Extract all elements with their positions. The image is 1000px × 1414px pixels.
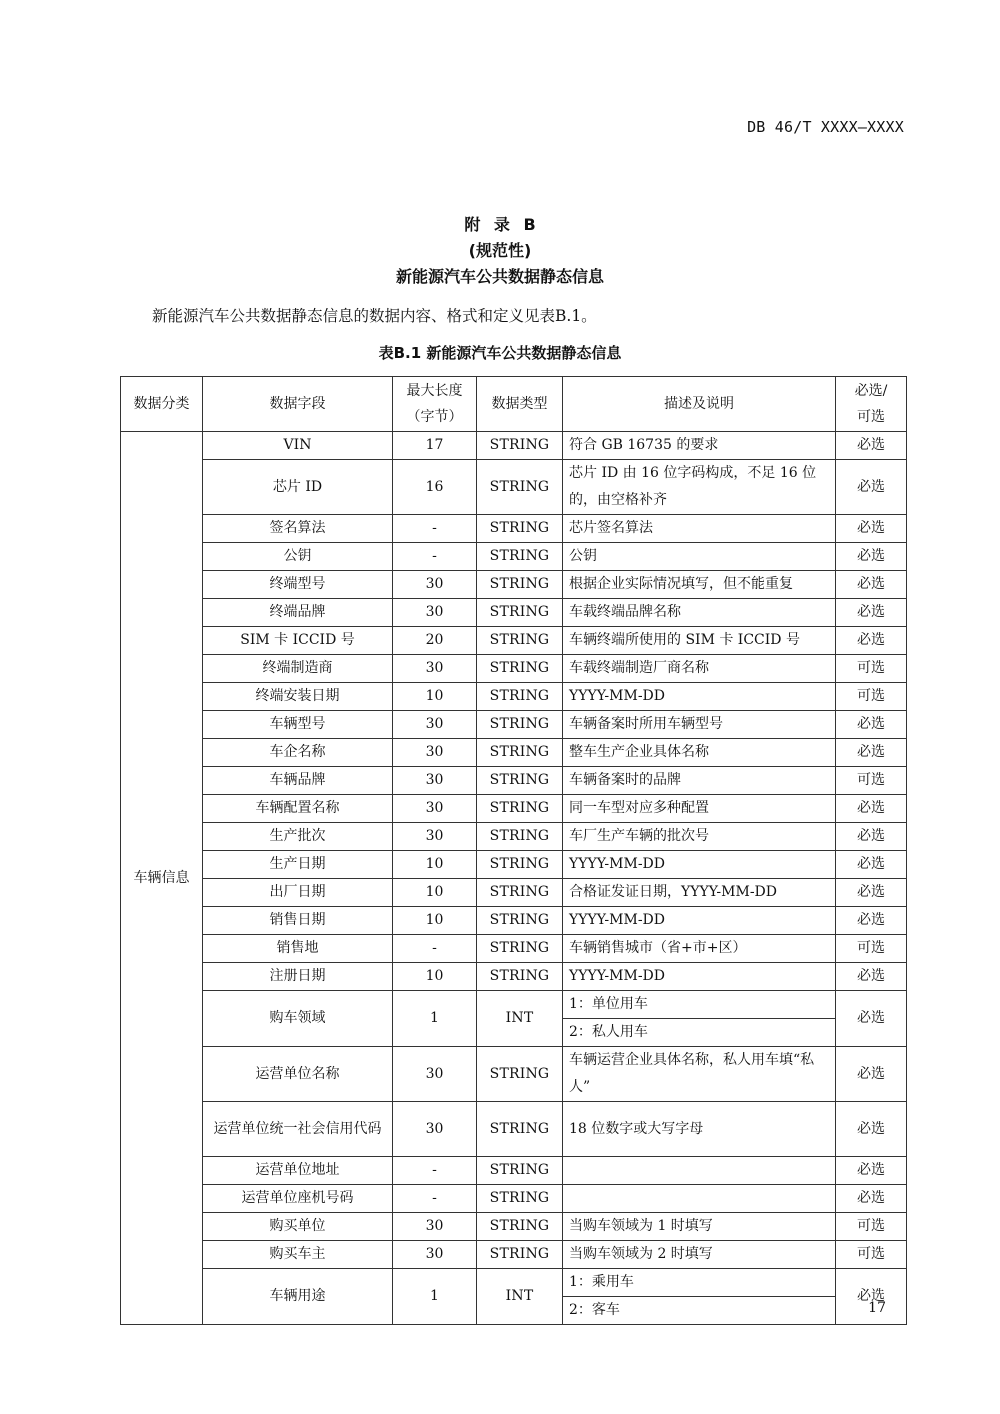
- type-cell: STRING: [477, 879, 563, 907]
- field-cell: 签名算法: [203, 515, 393, 543]
- field-cell: 公钥: [203, 543, 393, 571]
- field-cell: 车辆型号: [203, 711, 393, 739]
- table-caption: 表B.1 新能源汽车公共数据静态信息: [378, 344, 622, 362]
- type-cell: STRING: [477, 907, 563, 935]
- type-cell: STRING: [477, 963, 563, 991]
- type-cell: STRING: [477, 627, 563, 655]
- table-row: [121, 543, 907, 571]
- table-row: [121, 655, 907, 683]
- req-cell: 必选: [836, 711, 907, 739]
- col-header-maxlen: [393, 377, 477, 432]
- desc-cell: [563, 1185, 836, 1213]
- table-row: [121, 1157, 907, 1185]
- col-header-type: 数据类型: [477, 377, 563, 432]
- desc-cell: 公钥: [563, 543, 836, 571]
- appendix-nature: (规范性): [468, 241, 532, 260]
- field-cell: 销售日期: [203, 907, 393, 935]
- desc-cell: 1：乘用车: [563, 1269, 836, 1297]
- req-cell: 必选: [836, 1047, 907, 1102]
- desc-cell: YYYY-MM-DD: [563, 963, 836, 991]
- table-row: [121, 823, 907, 851]
- maxlen-cell: -: [393, 935, 477, 963]
- maxlen-cell: 30: [393, 599, 477, 627]
- table-row: [121, 1269, 907, 1297]
- req-cell: 必选: [836, 739, 907, 767]
- field-cell: 购买单位: [203, 1213, 393, 1241]
- desc-cell: 18 位数字或大写字母: [563, 1102, 836, 1157]
- table-row: [121, 739, 907, 767]
- type-cell: STRING: [477, 935, 563, 963]
- desc-cell: [563, 1157, 836, 1185]
- field-cell: 购车领域: [203, 991, 393, 1047]
- maxlen-cell: 10: [393, 851, 477, 879]
- field-cell: 终端型号: [203, 571, 393, 599]
- type-cell: STRING: [477, 739, 563, 767]
- static-info-table: [120, 376, 907, 1325]
- maxlen-cell: 1: [393, 991, 477, 1047]
- field-cell: 运营单位统一社会信用代码: [203, 1102, 393, 1157]
- req-cell: 可选: [836, 1213, 907, 1241]
- type-cell: STRING: [477, 767, 563, 795]
- table-row: [121, 767, 907, 795]
- maxlen-cell: 10: [393, 879, 477, 907]
- field-cell: 车企名称: [203, 739, 393, 767]
- field-cell: 车辆品牌: [203, 767, 393, 795]
- req-cell: 必选: [836, 879, 907, 907]
- field-cell: 购买车主: [203, 1241, 393, 1269]
- desc-cell: 根据企业实际情况填写，但不能重复: [563, 571, 836, 599]
- req-cell: 必选: [836, 907, 907, 935]
- table-row: [121, 515, 907, 543]
- table-row: [121, 851, 907, 879]
- table-row: [121, 935, 907, 963]
- type-cell: STRING: [477, 543, 563, 571]
- maxlen-cell: 30: [393, 655, 477, 683]
- maxlen-cell: 17: [393, 432, 477, 460]
- req-cell: 可选: [836, 767, 907, 795]
- table-row: [121, 571, 907, 599]
- desc-cell: YYYY-MM-DD: [563, 907, 836, 935]
- col-header-category: 数据分类: [121, 377, 203, 432]
- table-row: [121, 599, 907, 627]
- desc-cell: 车辆备案时的品牌: [563, 767, 836, 795]
- req-cell: 必选: [836, 795, 907, 823]
- type-cell: STRING: [477, 683, 563, 711]
- field-cell: 车辆配置名称: [203, 795, 393, 823]
- col-header-req-line1: 必选/: [854, 383, 888, 399]
- type-cell: STRING: [477, 851, 563, 879]
- type-cell: STRING: [477, 1157, 563, 1185]
- req-cell: 必选: [836, 543, 907, 571]
- appendix-title: 附 录 B: [464, 215, 536, 234]
- maxlen-cell: 30: [393, 1047, 477, 1102]
- field-cell: 终端品牌: [203, 599, 393, 627]
- type-cell: STRING: [477, 655, 563, 683]
- maxlen-cell: 30: [393, 767, 477, 795]
- desc-cell: YYYY-MM-DD: [563, 851, 836, 879]
- maxlen-cell: 30: [393, 823, 477, 851]
- field-cell: 车辆用途: [203, 1269, 393, 1325]
- type-cell: STRING: [477, 432, 563, 460]
- table-row: [121, 795, 907, 823]
- maxlen-cell: 1: [393, 1269, 477, 1325]
- maxlen-cell: 30: [393, 1241, 477, 1269]
- type-cell: STRING: [477, 711, 563, 739]
- req-cell: 可选: [836, 655, 907, 683]
- desc-cell: 2：客车: [563, 1297, 836, 1325]
- req-cell: 必选: [836, 991, 907, 1047]
- req-cell: 必选: [836, 515, 907, 543]
- desc-cell: 车载终端品牌名称: [563, 599, 836, 627]
- category-cell: 车辆信息: [121, 432, 203, 1325]
- req-cell: 必选: [836, 627, 907, 655]
- desc-cell: 符合 GB 16735 的要求: [563, 432, 836, 460]
- field-cell: SIM 卡 ICCID 号: [203, 627, 393, 655]
- desc-cell: YYYY-MM-DD: [563, 683, 836, 711]
- maxlen-cell: -: [393, 543, 477, 571]
- desc-cell: 1：单位用车: [563, 991, 836, 1019]
- maxlen-cell: -: [393, 1157, 477, 1185]
- type-cell: STRING: [477, 1102, 563, 1157]
- req-cell: 必选: [836, 1185, 907, 1213]
- req-cell: 必选: [836, 1157, 907, 1185]
- field-cell: 终端安装日期: [203, 683, 393, 711]
- field-cell: 注册日期: [203, 963, 393, 991]
- col-header-req: [836, 377, 907, 432]
- maxlen-cell: 30: [393, 711, 477, 739]
- field-cell: 芯片 ID: [203, 460, 393, 515]
- type-cell: STRING: [477, 460, 563, 515]
- desc-cell: 车辆运营企业具体名称，私人用车填“私人”: [563, 1047, 836, 1102]
- field-cell: 生产批次: [203, 823, 393, 851]
- document-number: DB 46/T XXXX—XXXX: [747, 118, 904, 136]
- req-cell: 必选: [836, 823, 907, 851]
- field-cell: 销售地: [203, 935, 393, 963]
- table-row: [121, 627, 907, 655]
- field-cell: 运营单位地址: [203, 1157, 393, 1185]
- col-header-field: 数据字段: [203, 377, 393, 432]
- table-row: [121, 460, 907, 515]
- maxlen-cell: 10: [393, 683, 477, 711]
- req-cell: 可选: [836, 1241, 907, 1269]
- req-cell: 必选: [836, 460, 907, 515]
- desc-cell: 合格证发证日期，YYYY-MM-DD: [563, 879, 836, 907]
- desc-cell: 2：私人用车: [563, 1019, 836, 1047]
- table-row: [121, 879, 907, 907]
- col-header-req-line2: 可选: [857, 409, 885, 425]
- type-cell: STRING: [477, 571, 563, 599]
- table-row: [121, 683, 907, 711]
- desc-cell: 当购车领域为 2 时填写: [563, 1241, 836, 1269]
- maxlen-cell: -: [393, 1185, 477, 1213]
- type-cell: INT: [477, 991, 563, 1047]
- type-cell: STRING: [477, 1047, 563, 1102]
- field-cell: 终端制造商: [203, 655, 393, 683]
- maxlen-cell: 10: [393, 963, 477, 991]
- maxlen-cell: 10: [393, 907, 477, 935]
- type-cell: STRING: [477, 1241, 563, 1269]
- col-header-maxlen-line1: 最大长度: [406, 383, 463, 399]
- table-body: [121, 432, 907, 1325]
- maxlen-cell: 30: [393, 795, 477, 823]
- desc-cell: 车厂生产车辆的批次号: [563, 823, 836, 851]
- desc-cell: 同一车型对应多种配置: [563, 795, 836, 823]
- table-row: [121, 432, 907, 460]
- table-row: [121, 1241, 907, 1269]
- maxlen-cell: 30: [393, 1213, 477, 1241]
- table-row: [121, 711, 907, 739]
- field-cell: VIN: [203, 432, 393, 460]
- table-row: [121, 1213, 907, 1241]
- req-cell: 可选: [836, 683, 907, 711]
- table-row: [121, 1047, 907, 1102]
- type-cell: STRING: [477, 599, 563, 627]
- type-cell: STRING: [477, 1213, 563, 1241]
- page-number: 17: [868, 1300, 886, 1316]
- table-header-row: [121, 377, 907, 432]
- desc-cell: 芯片签名算法: [563, 515, 836, 543]
- table-row: [121, 1185, 907, 1213]
- intro-paragraph: 新能源汽车公共数据静态信息的数据内容、格式和定义见表B.1。: [152, 307, 597, 325]
- field-cell: 出厂日期: [203, 879, 393, 907]
- maxlen-cell: 30: [393, 1102, 477, 1157]
- type-cell: STRING: [477, 795, 563, 823]
- maxlen-cell: 20: [393, 627, 477, 655]
- col-header-maxlen-line2: （字节）: [406, 409, 463, 425]
- table-row: [121, 907, 907, 935]
- desc-cell: 整车生产企业具体名称: [563, 739, 836, 767]
- table-row: [121, 963, 907, 991]
- desc-cell: 车辆备案时所用车辆型号: [563, 711, 836, 739]
- type-cell: STRING: [477, 515, 563, 543]
- desc-cell: 车辆终端所使用的 SIM 卡 ICCID 号: [563, 627, 836, 655]
- req-cell: 必选: [836, 571, 907, 599]
- req-cell: 可选: [836, 935, 907, 963]
- req-cell: 必选: [836, 432, 907, 460]
- maxlen-cell: -: [393, 515, 477, 543]
- desc-cell: 车辆销售城市（省+市+区）: [563, 935, 836, 963]
- col-header-desc: 描述及说明: [563, 377, 836, 432]
- maxlen-cell: 16: [393, 460, 477, 515]
- req-cell: 必选: [836, 851, 907, 879]
- req-cell: 必选: [836, 963, 907, 991]
- field-cell: 生产日期: [203, 851, 393, 879]
- table-row: [121, 991, 907, 1019]
- desc-cell: 芯片 ID 由 16 位字码构成，不足 16 位的，由空格补齐: [563, 460, 836, 515]
- appendix-name: 新能源汽车公共数据静态信息: [395, 267, 604, 286]
- maxlen-cell: 30: [393, 571, 477, 599]
- type-cell: STRING: [477, 823, 563, 851]
- req-cell: 必选: [836, 1269, 907, 1325]
- desc-cell: 当购车领域为 1 时填写: [563, 1213, 836, 1241]
- table-row: [121, 1102, 907, 1157]
- type-cell: STRING: [477, 1185, 563, 1213]
- req-cell: 必选: [836, 599, 907, 627]
- field-cell: 运营单位名称: [203, 1047, 393, 1102]
- type-cell: INT: [477, 1269, 563, 1325]
- field-cell: 运营单位座机号码: [203, 1185, 393, 1213]
- desc-cell: 车载终端制造厂商名称: [563, 655, 836, 683]
- req-cell: 必选: [836, 1102, 907, 1157]
- maxlen-cell: 30: [393, 739, 477, 767]
